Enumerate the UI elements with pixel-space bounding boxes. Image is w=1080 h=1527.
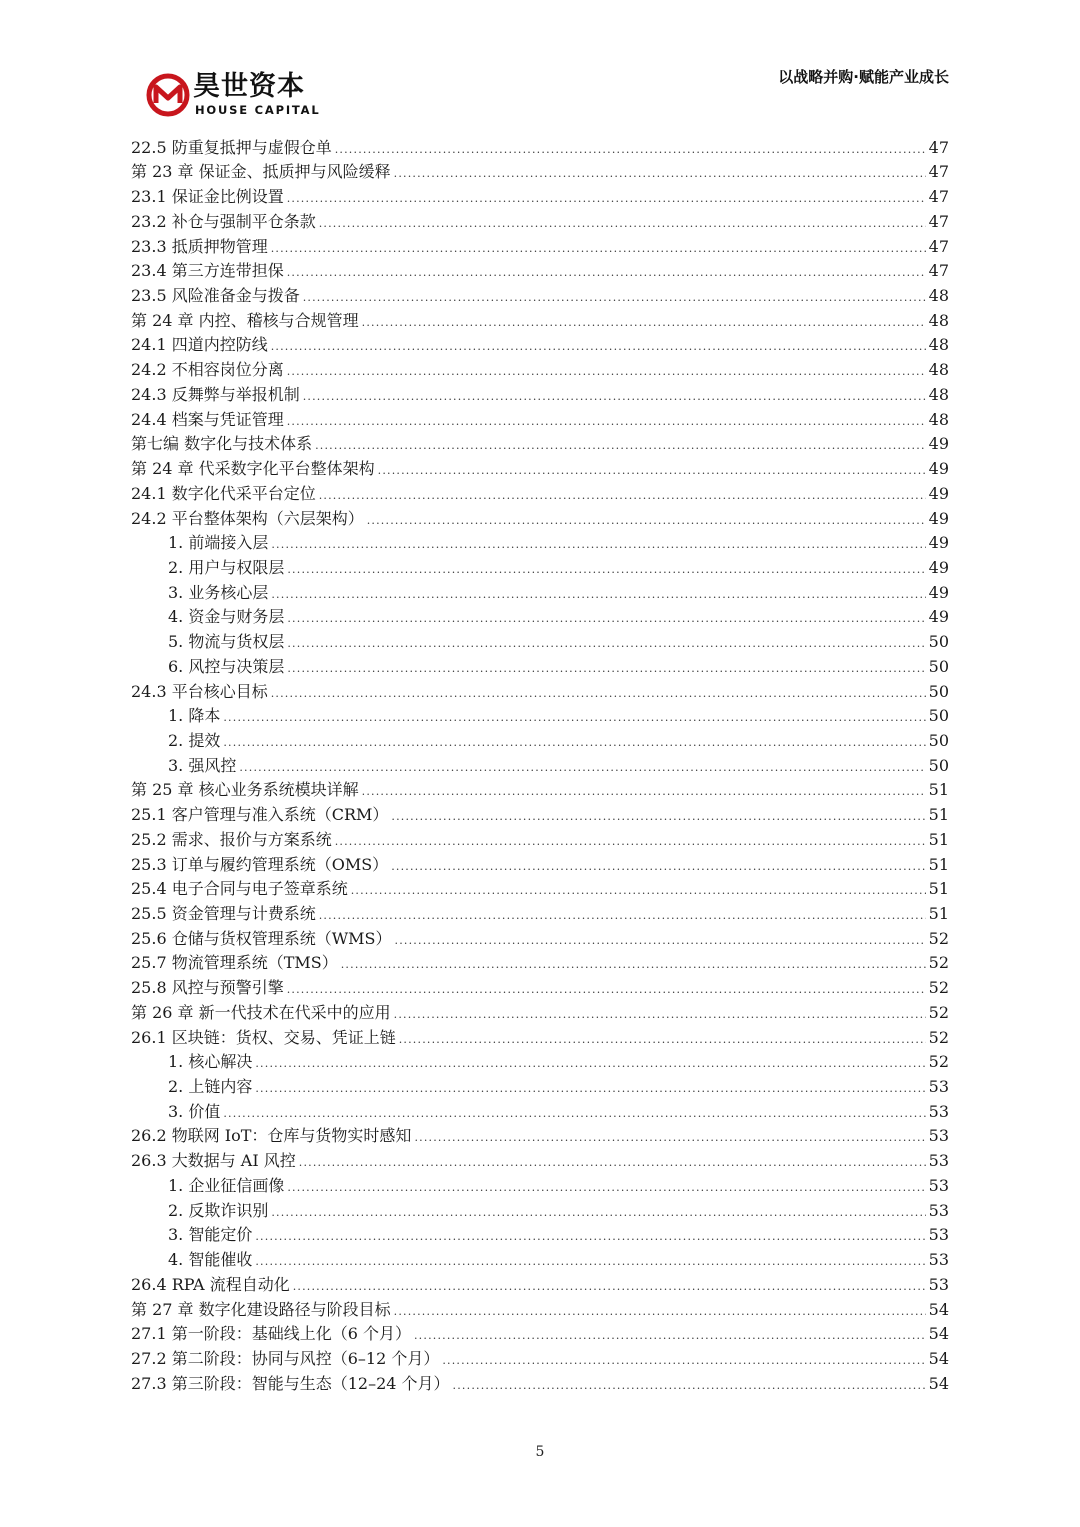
toc-entry[interactable] [131,257,949,282]
toc-entry[interactable] [131,1048,949,1073]
toc-entry[interactable] [131,529,949,554]
toc-leader-dots [299,1155,926,1171]
toc-entry-page: 52 [928,1027,949,1047]
toc-entry-page: 49 [928,459,949,479]
toc-entry-page: 49 [928,533,949,553]
toc-entry-page: 53 [928,1200,949,1220]
toc-leader-dots [394,1007,926,1023]
toc-entry-page: 52 [928,1052,949,1072]
toc-leader-dots [223,710,925,726]
toc-leader-dots [399,1032,926,1048]
toc-entry[interactable] [131,998,949,1023]
toc-entry-title: 4. 资金与财务层 [168,607,285,627]
toc-entry[interactable] [131,603,949,628]
toc-entry-page: 48 [928,409,949,429]
toc-entry[interactable] [131,380,949,405]
toc-entry-title: 第 24 章 内控、稽核与合规管理 [131,310,359,330]
toc-entry[interactable] [131,677,949,702]
toc-entry-title: 25.3 订单与履约管理系统（OMS） [131,854,389,874]
toc-entry-title: 22.5 防重复抵押与虚假仓单 [131,137,332,157]
toc-entry-title: 27.1 第一阶段：基础线上化（6 个月） [131,1324,411,1344]
toc-entry-title: 第 24 章 代采数字化平台整体架构 [131,459,375,479]
toc-entry-page: 48 [928,310,949,330]
toc-leader-dots [367,513,926,529]
toc-entry-title: 3. 价值 [168,1101,221,1121]
toc-leader-dots [453,1378,926,1394]
toc-leader-dots [255,1229,925,1245]
toc-leader-dots [255,1254,925,1270]
toc-leader-dots [394,1304,926,1320]
toc-entry-page: 48 [928,286,949,306]
toc-entry-page: 52 [928,953,949,973]
toc-entry-page: 53 [928,1126,949,1146]
toc-entry-page: 53 [928,1151,949,1171]
toc-entry-page: 54 [928,1348,949,1368]
toc-entry-page: 53 [928,1274,949,1294]
toc-leader-dots [341,957,926,973]
toc-entry-title: 24.1 数字化代采平台定位 [131,483,316,503]
toc-entry-title: 第 27 章 数字化建设路径与阶段目标 [131,1299,391,1319]
toc-entry-title: 25.8 风控与预警引擎 [131,978,284,998]
toc-entry-title: 25.1 客户管理与准入系统（CRM） [131,805,389,825]
toc-leader-dots [378,463,926,479]
toc-entry-title: 2. 提效 [168,730,221,750]
toc-entry[interactable] [131,652,949,677]
toc-entry-page: 54 [928,1373,949,1393]
toc-entry-page: 50 [928,706,949,726]
toc-entry[interactable] [131,1369,949,1394]
toc-entry-title: 第 26 章 新一代技术在代采中的应用 [131,1002,391,1022]
toc-entry-page: 50 [928,730,949,750]
toc-entry-title: 2. 反欺诈识别 [168,1200,269,1220]
toc-leader-dots [271,241,926,257]
toc-entry-page: 52 [928,928,949,948]
toc-entry-page: 47 [928,261,949,281]
toc-entry-page: 47 [928,211,949,231]
toc-entry-page: 47 [928,137,949,157]
toc-entry-page: 53 [928,1101,949,1121]
toc-entry[interactable] [131,776,949,801]
toc-entry-title: 6. 风控与决策层 [168,656,285,676]
toc-entry-title: 2. 上链内容 [168,1077,253,1097]
toc-entry-page: 51 [928,854,949,874]
toc-entry[interactable] [131,800,949,825]
logo-english-name: HOUSE CAPITAL [195,103,321,117]
toc-leader-dots [319,216,926,232]
toc-entry-title: 3. 智能定价 [168,1225,253,1245]
toc-entry[interactable] [131,627,949,652]
toc-leader-dots [287,636,925,652]
toc-entry-page: 50 [928,632,949,652]
toc-leader-dots [319,488,926,504]
toc-entry[interactable] [131,1270,949,1295]
toc-entry[interactable] [131,479,949,504]
toc-leader-dots [271,686,926,702]
toc-leader-dots [287,562,925,578]
toc-entry[interactable] [131,578,949,603]
toc-leader-dots [255,1056,925,1072]
toc-entry-title: 1. 核心解决 [168,1052,253,1072]
toc-entry[interactable] [131,702,949,727]
toc-leader-dots [351,883,926,899]
toc-entry[interactable] [131,875,949,900]
toc-entry-page: 53 [928,1077,949,1097]
toc-leader-dots [394,166,926,182]
toc-leader-dots [239,760,925,776]
toc-leader-dots [414,1328,926,1344]
logo-chinese-name: 昊世资本 [193,71,305,102]
toc-entry-title: 3. 强风控 [168,755,237,775]
toc-entry[interactable] [131,454,949,479]
toc-entry-title: 24.2 不相容岗位分离 [131,360,284,380]
toc-entry-page: 49 [928,607,949,627]
toc-entry-page: 53 [928,1225,949,1245]
toc-entry-title: 27.3 第三阶段：智能与生态（12–24 个月） [131,1373,450,1393]
toc-leader-dots [223,735,925,751]
toc-entry-title: 27.2 第二阶段：协同与风控（6–12 个月） [131,1348,440,1368]
toc-entry-page: 51 [928,904,949,923]
toc-leader-dots [391,809,925,825]
toc-entry[interactable] [131,949,949,974]
toc-entry[interactable] [131,825,949,850]
toc-entry-title: 第 25 章 核心业务系统模块详解 [131,780,359,800]
toc-entry-title: 23.4 第三方连带担保 [131,261,284,281]
toc-leader-dots [293,1279,926,1295]
toc-entry-page: 49 [928,557,949,577]
toc-entry[interactable] [131,133,949,158]
toc-entry[interactable] [131,1320,949,1345]
toc-entry-title: 24.3 反舞弊与举报机制 [131,384,300,404]
page-header [0,0,1080,130]
toc-entry-title: 25.4 电子合同与电子签章系统 [131,879,348,899]
toc-entry[interactable] [131,1344,949,1369]
toc-entry[interactable] [131,924,949,949]
toc-entry[interactable] [131,281,949,306]
toc-entry-page: 50 [928,681,949,701]
toc-entry-title: 26.3 大数据与 AI 风控 [131,1151,296,1171]
toc-entry-page: 49 [928,434,949,454]
toc-leader-dots [287,191,926,207]
toc-entry[interactable] [131,973,949,998]
toc-entry-title: 1. 降本 [168,706,221,726]
toc-entry[interactable] [131,232,949,257]
toc-entry-title: 第 23 章 保证金、抵质押与风险缓释 [131,162,391,182]
toc-entry[interactable] [131,430,949,455]
toc-entry-title: 24.4 档案与凭证管理 [131,409,284,429]
toc-entry-page: 49 [928,508,949,528]
toc-leader-dots [287,611,925,627]
toc-entry[interactable] [131,1122,949,1147]
toc-entry-page: 47 [928,187,949,207]
toc-entry-page: 48 [928,384,949,404]
toc-entry-title: 24.3 平台核心目标 [131,681,268,701]
toc-entry[interactable] [131,504,949,529]
toc-entry-page: 54 [928,1324,949,1344]
toc-entry[interactable] [131,751,949,776]
toc-entry[interactable] [131,1146,949,1171]
toc-leader-dots [287,1180,925,1196]
toc-entry-title: 25.2 需求、报价与方案系统 [131,829,332,849]
toc-entry-title: 2. 用户与权限层 [168,557,285,577]
toc-leader-dots [255,1081,925,1097]
toc-leader-dots [271,1205,925,1221]
toc-entry-page: 52 [928,978,949,998]
toc-entry-page: 47 [928,162,949,182]
toc-leader-dots [223,1106,925,1122]
toc-entry-title: 23.3 抵质押物管理 [131,236,268,256]
toc-entry-title: 26.4 RPA 流程自动化 [131,1274,290,1294]
toc-leader-dots [395,933,926,949]
toc-leader-dots [287,661,925,677]
toc-entry-title: 24.1 四道内控防线 [131,335,268,355]
company-logo [145,72,345,118]
toc-entry-page: 47 [928,236,949,256]
toc-leader-dots [287,982,926,998]
toc-leader-dots [414,1130,925,1146]
toc-entry-title: 5. 物流与货权层 [168,632,285,652]
toc-entry[interactable] [131,1196,949,1221]
toc-entry[interactable] [131,553,949,578]
toc-entry[interactable] [131,182,949,207]
toc-entry-page: 48 [928,360,949,380]
toc-entry-title: 23.2 补仓与强制平仓条款 [131,211,316,231]
toc-leader-dots [315,438,926,454]
toc-entry-title: 25.7 物流管理系统（TMS） [131,953,338,973]
toc-entry-page: 53 [928,1250,949,1270]
toc-entry[interactable] [131,1245,949,1270]
house-capital-logo-icon [145,72,191,118]
page-number: 5 [535,1444,545,1460]
toc-leader-dots [335,834,926,850]
toc-entry-page: 51 [928,805,949,825]
toc-entry-page: 51 [928,879,949,899]
toc-entry-page: 49 [928,483,949,503]
toc-leader-dots [391,859,925,875]
toc-leader-dots [287,414,926,430]
toc-entry[interactable] [131,405,949,430]
toc-entry-page: 51 [928,780,949,800]
toc-entry-title: 23.5 风险准备金与拨备 [131,286,300,306]
toc-entry[interactable] [131,207,949,232]
toc-entry-page: 51 [928,829,949,849]
toc-entry-title: 26.2 物联网 IoT：仓库与货物实时感知 [131,1126,412,1146]
toc-entry[interactable] [131,1295,949,1320]
toc-entry-title: 23.1 保证金比例设置 [131,187,284,207]
toc-leader-dots [271,537,925,553]
toc-entry-page: 53 [928,1175,949,1195]
toc-entry[interactable] [131,355,949,380]
toc-entry-title: 1. 企业征信画像 [168,1175,285,1195]
toc-entry-title: 25.5 资金管理与计费系统 [131,904,316,923]
toc-entry-page: 52 [928,1002,949,1022]
toc-entry[interactable] [131,1097,949,1122]
toc-leader-dots [287,364,926,380]
toc-leader-dots [303,389,926,405]
toc-entry-title: 25.6 仓储与货权管理系统（WMS） [131,928,392,948]
toc-leader-dots [287,265,926,281]
toc-leader-dots [303,290,926,306]
toc-entry[interactable] [131,726,949,751]
toc-entry[interactable] [131,1221,949,1246]
toc-entry[interactable] [131,899,949,924]
toc-entry-page: 54 [928,1299,949,1319]
table-of-contents [131,133,949,1394]
toc-leader-dots [362,315,926,331]
toc-leader-dots [442,1353,925,1369]
toc-entry-page: 50 [928,755,949,775]
toc-entry-page: 49 [928,582,949,602]
toc-entry[interactable] [131,158,949,183]
toc-leader-dots [362,784,926,800]
toc-entry-title: 24.2 平台整体架构（六层架构） [131,508,364,528]
toc-leader-dots [271,587,925,603]
toc-leader-dots [271,339,926,355]
toc-entry[interactable] [131,306,949,331]
toc-entry-title: 第七编 数字化与技术体系 [131,434,313,454]
toc-entry[interactable] [131,1171,949,1196]
toc-entry[interactable] [131,850,949,875]
toc-entry-page: 50 [928,656,949,676]
toc-entry-title: 3. 业务核心层 [168,582,269,602]
toc-entry-title: 1. 前端接入层 [168,533,269,553]
toc-entry-title: 4. 智能催收 [168,1250,253,1270]
header-slogan: 以战略并购·赋能产业成长 [778,68,949,86]
toc-entry[interactable] [131,331,949,356]
toc-entry-page: 48 [928,335,949,355]
toc-entry[interactable] [131,1072,949,1097]
toc-leader-dots [319,908,926,924]
toc-entry-title: 26.1 区块链：货权、交易、凭证上链 [131,1027,396,1047]
toc-leader-dots [335,142,926,158]
toc-entry[interactable] [131,1023,949,1048]
